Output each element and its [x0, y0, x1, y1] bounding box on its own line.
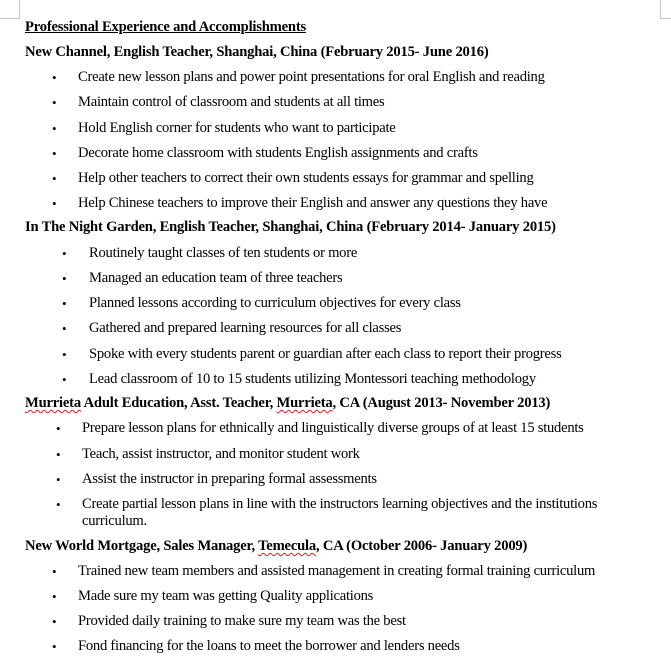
job-heading-murrieta — [25, 395, 550, 412]
list-item: Maintain control of classroom and students at all times — [78, 94, 385, 110]
page-corner-mark-right — [660, 0, 671, 19]
bullet-icon: • — [52, 639, 57, 654]
bullet-icon: • — [62, 296, 67, 311]
bullet-icon: • — [52, 564, 57, 579]
section-title: Professional Experience and Accomplishments — [25, 19, 306, 35]
list-item: Hold English corner for students who want to participate — [78, 120, 396, 136]
spellcheck-flagged-word[interactable]: Murrieta — [25, 395, 81, 411]
list-item: Assist the instructor in preparing formal assessments — [82, 471, 377, 487]
spellcheck-flagged-word[interactable]: Murrieta — [276, 395, 333, 411]
list-item: Made sure my team was getting Quality applications — [78, 588, 374, 604]
job-heading-new-channel: New Channel, English Teacher, Shanghai, China (February 2015- June 2016) — [25, 44, 489, 60]
bullet-icon: • — [52, 146, 57, 161]
list-item: Create partial lesson plans in line with the instructors learning objectives and the institutions — [82, 496, 598, 512]
list-item: Decorate home classroom with students English assignments and crafts — [78, 145, 478, 161]
job-heading-new-world-mortgage — [25, 538, 527, 555]
list-item: Managed an education team of three teachers — [89, 270, 343, 286]
list-item: Lead classroom of 10 to 15 students utilizing Montessori teaching methodology — [89, 371, 536, 387]
list-item: Planned lessons according to curriculum objectives for every class — [89, 295, 461, 311]
bullet-icon: • — [62, 246, 67, 261]
list-item: Trained new team members and assisted management in creating formal training curriculum — [78, 563, 596, 579]
bullet-icon: • — [52, 121, 57, 136]
heading-text: , CA (October 2006- January 2009) — [315, 538, 528, 554]
bullet-icon: • — [56, 447, 61, 462]
list-item: Help Chinese teachers to improve their English and answer any questions they have — [78, 195, 548, 211]
bullet-icon: • — [52, 589, 57, 604]
list-item: Gathered and prepared learning resources for all classes — [89, 320, 402, 336]
bullet-icon: • — [62, 321, 67, 336]
bullet-icon: • — [52, 196, 57, 211]
bullet-icon: • — [52, 95, 57, 110]
list-item: Teach, assist instructor, and monitor student work — [82, 446, 360, 462]
page-corner-mark-left — [0, 0, 20, 19]
list-item: Create new lesson plans and power point presentations for oral English and reading — [78, 69, 545, 85]
heading-text: , CA (August 2013- November 2013) — [332, 395, 551, 411]
bullet-icon: • — [56, 421, 61, 436]
bullet-icon: • — [52, 614, 57, 629]
list-item-continuation: curriculum. — [82, 513, 147, 529]
bullet-icon: • — [52, 70, 57, 85]
list-item: Spoke with every students parent or guardian after each class to report their progress — [89, 346, 562, 362]
bullet-icon: • — [56, 472, 61, 487]
list-item: Help other teachers to correct their own students essays for grammar and spelling — [78, 170, 534, 186]
spellcheck-flagged-word[interactable]: Temecula — [258, 538, 316, 554]
heading-text: New World Mortgage, Sales Manager, — [25, 538, 259, 554]
job-heading-night-garden: In The Night Garden, English Teacher, Shanghai, China (February 2014- January 2015) — [25, 219, 556, 235]
list-item: Prepare lesson plans for ethnically and linguistically diverse groups of at least 15 students — [82, 420, 584, 436]
bullet-icon: • — [62, 347, 67, 362]
heading-text: Adult Education, Asst. Teacher, — [80, 395, 277, 411]
bullet-icon: • — [62, 372, 67, 387]
list-item: Routinely taught classes of ten students or more — [89, 245, 358, 261]
list-item: Fond financing for the loans to meet the borrower and lenders needs — [78, 638, 460, 654]
list-item: Provided daily training to make sure my team was the best — [78, 613, 406, 629]
bullet-icon: • — [52, 171, 57, 186]
bullet-icon: • — [62, 271, 67, 286]
bullet-icon: • — [56, 497, 61, 512]
